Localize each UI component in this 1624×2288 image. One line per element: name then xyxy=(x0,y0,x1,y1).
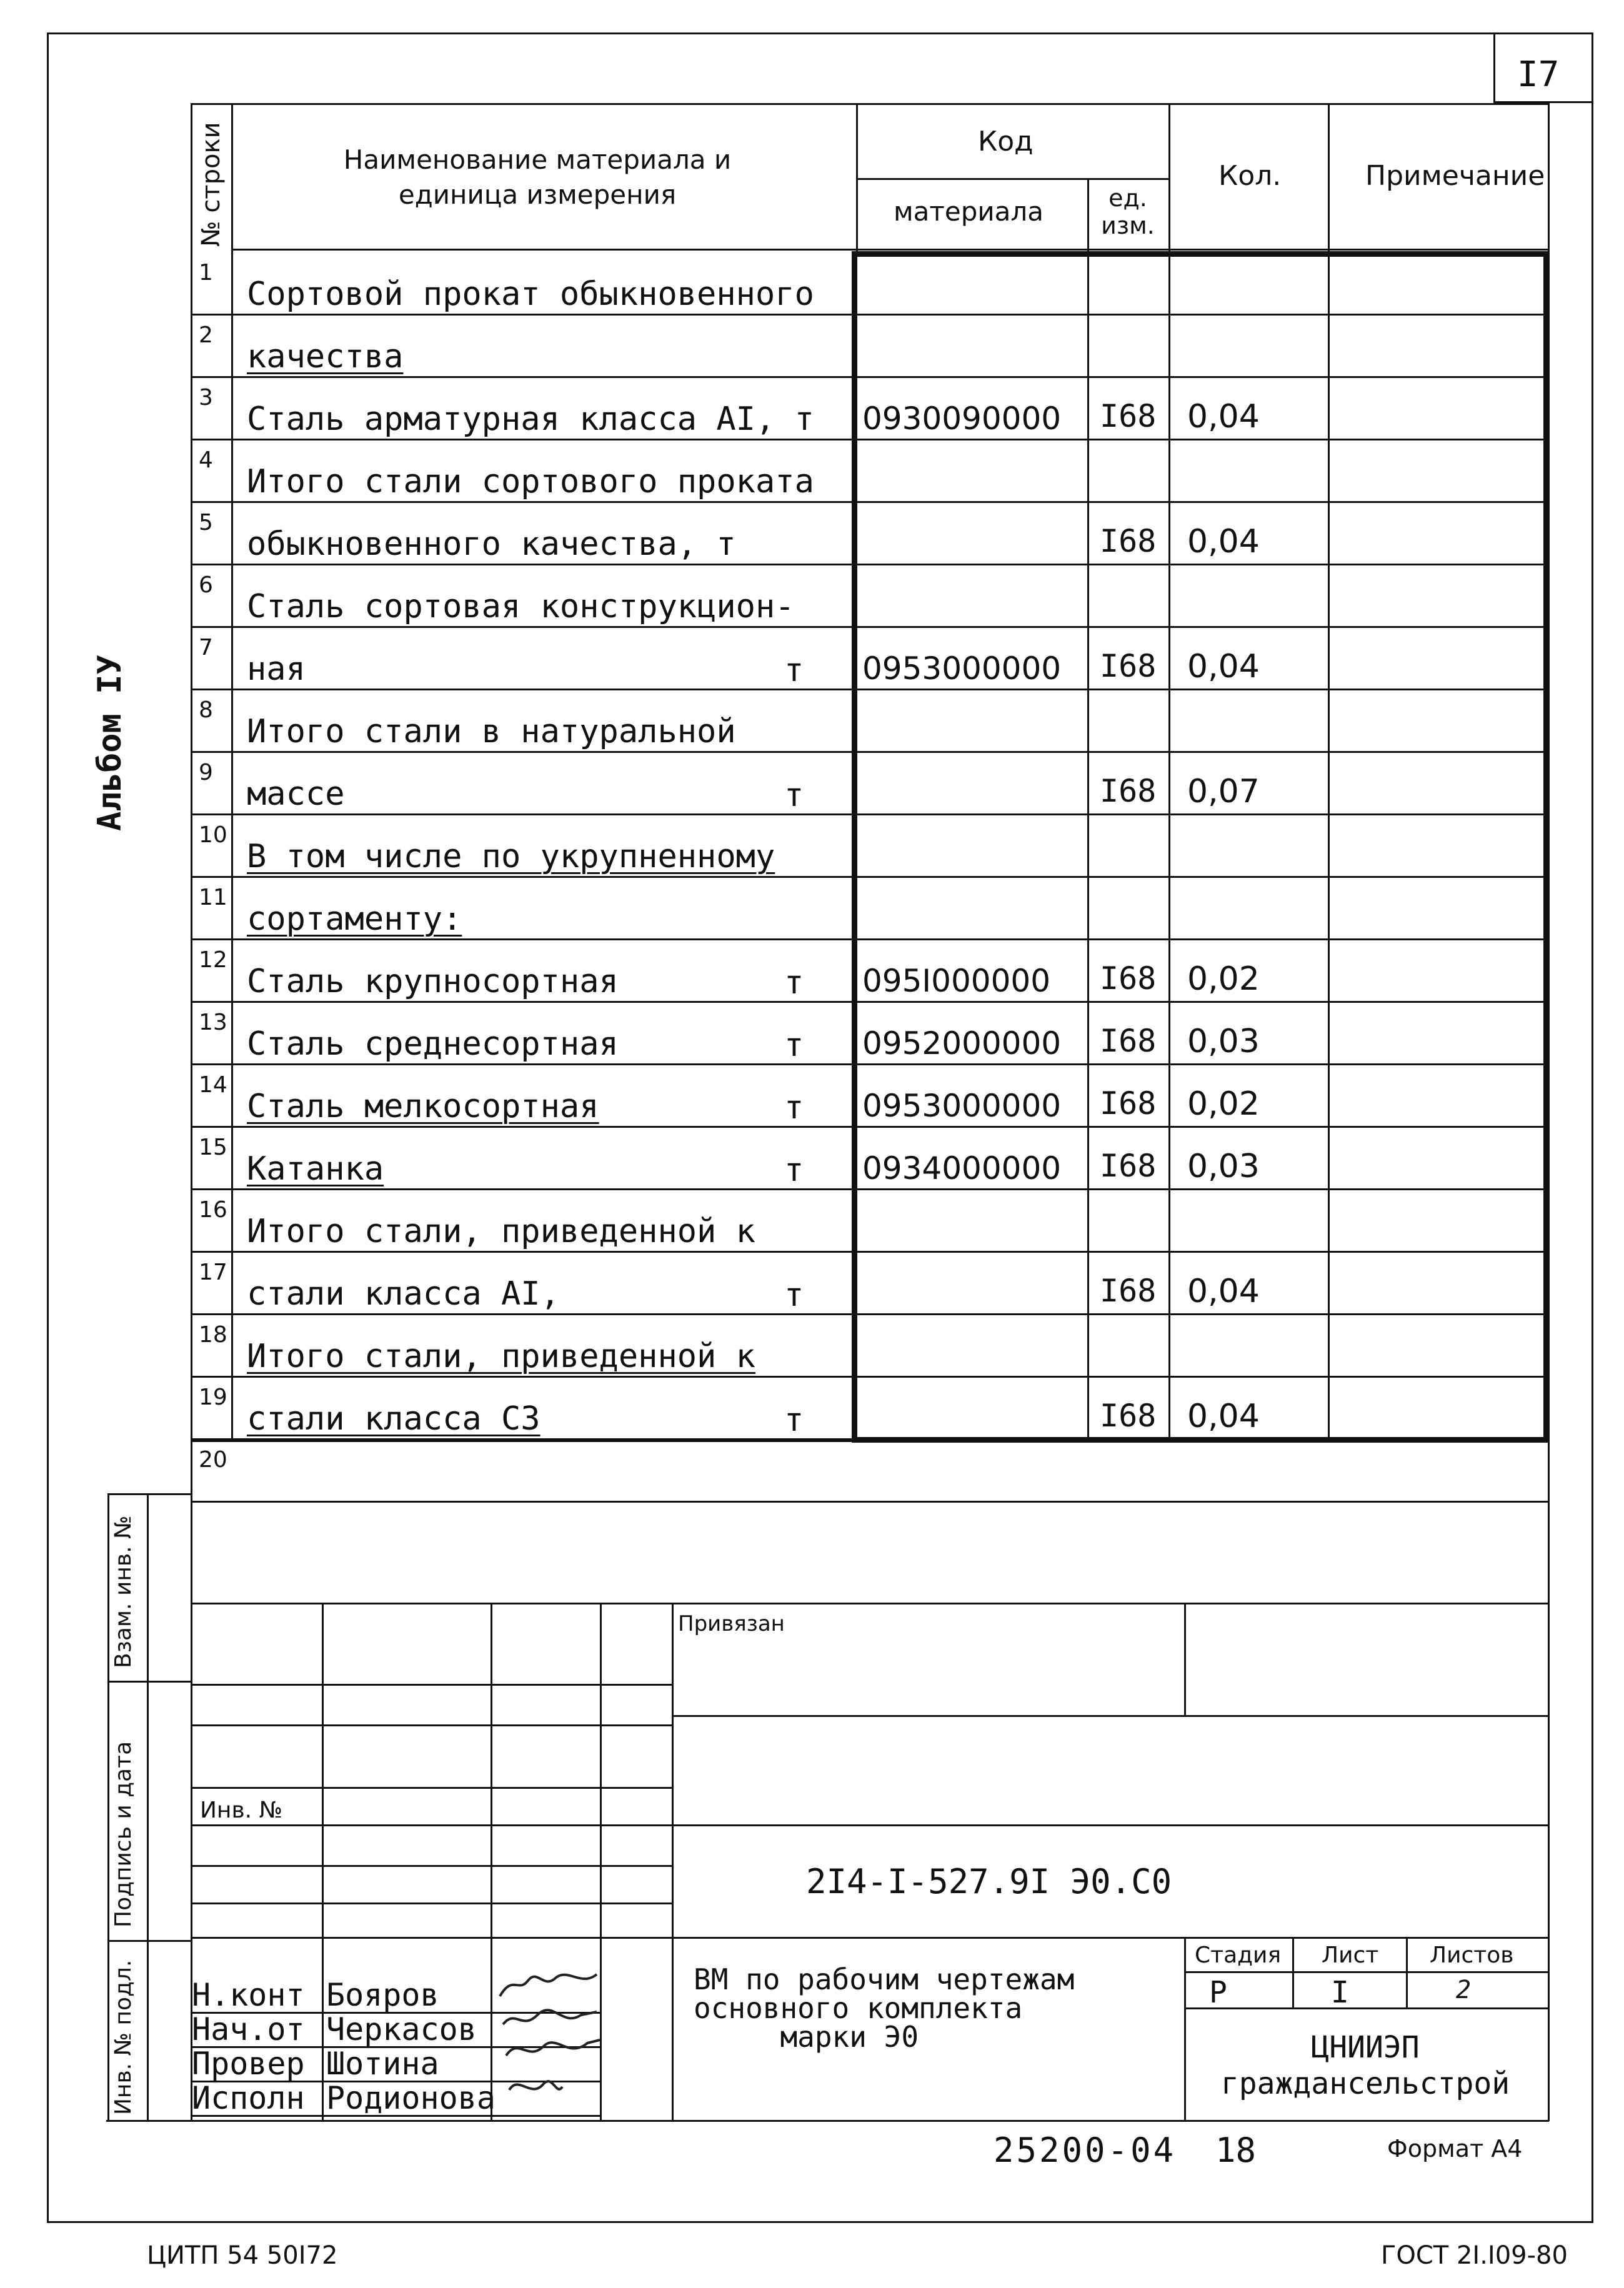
stamp-privyazan: Привязан xyxy=(678,1611,785,1636)
format-label: Формат А4 xyxy=(1387,2135,1523,2162)
archive-sheet: 18 xyxy=(1215,2131,1257,2170)
stamp-row-10 xyxy=(1184,2007,1548,2009)
stamp-role: Нач.от xyxy=(192,2011,305,2047)
row-number: 17 xyxy=(199,1260,227,1285)
code-col-right-thick xyxy=(1543,253,1549,1440)
row-number: 3 xyxy=(199,385,213,410)
material-unit-word: т xyxy=(784,1151,804,1189)
material-name: Сталь арматурная класса АI, т xyxy=(247,400,814,438)
stamp-row-5 xyxy=(191,1824,1549,1826)
stamp-row-9 xyxy=(1184,1971,1548,1973)
table-bottom-line xyxy=(191,1440,1549,1442)
material-name: Сортовой прокат обыкновенного xyxy=(247,276,814,313)
signatures xyxy=(494,1962,606,2124)
material-unit-word: т xyxy=(784,1027,804,1064)
unit-code: I68 xyxy=(1100,960,1157,997)
row-line xyxy=(191,1376,1549,1378)
stamp-col-2 xyxy=(491,1603,492,2120)
header-note-divider xyxy=(1328,103,1330,253)
unit-code: I68 xyxy=(1100,1273,1157,1309)
header-note: Примечание xyxy=(1365,160,1545,192)
header-bottom xyxy=(231,249,1548,251)
material-code: 0930090000 xyxy=(862,400,1062,437)
header-code-material: материала xyxy=(894,196,1044,227)
code-col-left-thick xyxy=(852,253,857,1440)
header-code: Код xyxy=(978,126,1034,157)
page-number: I7 xyxy=(1517,54,1560,95)
row-number: 13 xyxy=(199,1010,227,1035)
material-unit-word: т xyxy=(784,1276,804,1314)
row-line xyxy=(191,876,1549,878)
row-line xyxy=(191,813,1549,815)
quantity: 0,03 xyxy=(1187,1148,1260,1185)
material-name: массе xyxy=(247,775,345,813)
quantity: 0,04 xyxy=(1187,648,1260,685)
row-number: 16 xyxy=(199,1197,227,1223)
stamp-sheets: 2 xyxy=(1456,1976,1472,2004)
stamp-sheet: I xyxy=(1331,1975,1349,2010)
row-number: 4 xyxy=(199,447,213,473)
stamp-stage-label: Стадия xyxy=(1195,1942,1282,1968)
row-line xyxy=(191,1251,1549,1253)
row-line xyxy=(191,751,1549,753)
album-label: Альбом IУ xyxy=(91,655,129,831)
row-line xyxy=(191,1188,1549,1190)
material-name: ная xyxy=(247,650,306,688)
page-box-left xyxy=(1493,32,1495,102)
material-name: Катанка xyxy=(247,1150,384,1188)
unit-code: I68 xyxy=(1100,1398,1157,1434)
stamp-title: ВМ по рабочим чертежам основного комплекта марки Э0 xyxy=(694,1962,1075,2054)
stamp-stage: Р xyxy=(1209,1975,1227,2010)
frame-top xyxy=(47,32,1593,34)
header-material-name: Наименование материала и единица измерения xyxy=(343,144,732,210)
side-label-vzam: Взам. инв. № xyxy=(111,1515,136,1668)
row-line xyxy=(191,501,1549,503)
row-line xyxy=(191,314,1549,316)
unit-code: I68 xyxy=(1100,773,1157,809)
row-line xyxy=(191,439,1549,440)
quantity: 0,04 xyxy=(1187,398,1260,435)
material-code: 0953000000 xyxy=(862,1088,1062,1124)
material-name: Итого стали, приведенной к xyxy=(247,1338,755,1375)
material-name: Сталь среднесортная xyxy=(247,1025,619,1063)
row-number: 7 xyxy=(199,635,213,660)
stamp-col-5 xyxy=(1184,1603,1186,1715)
material-name: сортаменту: xyxy=(247,900,462,938)
material-unit-word: т xyxy=(784,777,804,814)
header-qty: Кол. xyxy=(1218,160,1282,192)
side-strip-left xyxy=(107,1493,109,2121)
row-number: 15 xyxy=(199,1135,227,1160)
row-line xyxy=(191,376,1549,378)
material-name: Итого стали сортового проката xyxy=(247,463,814,500)
stamp-row-8 xyxy=(191,1937,1549,1939)
side-strip-top xyxy=(107,1493,192,1495)
stamp-col-6 xyxy=(1184,1937,1186,2120)
header-row-number: № строки xyxy=(197,122,226,247)
quantity: 0,02 xyxy=(1187,960,1260,998)
table-left-border xyxy=(191,103,192,2121)
material-unit-word: т xyxy=(784,964,804,1002)
side-strip-div2 xyxy=(107,1940,192,1942)
material-name: Сталь крупносортная xyxy=(247,963,619,1000)
row-line xyxy=(191,564,1549,565)
side-label-podpis: Подпись и дата xyxy=(111,1741,136,1927)
row-number: 5 xyxy=(199,510,213,535)
quantity: 0,04 xyxy=(1187,1273,1260,1310)
stamp-role: Исполн xyxy=(192,2080,305,2116)
row-number: 9 xyxy=(199,760,213,785)
row-line xyxy=(191,689,1549,690)
stamp-col-7 xyxy=(1292,1937,1294,2007)
stamp-person-name: Черкасов xyxy=(326,2011,477,2047)
stamp-bottom xyxy=(106,2120,1549,2122)
row-number: 19 xyxy=(199,1385,227,1410)
unit-code: I68 xyxy=(1100,648,1157,684)
material-code: 0953000000 xyxy=(862,650,1062,687)
unit-code: I68 xyxy=(1100,1023,1157,1059)
table-top-border xyxy=(191,103,1549,105)
stamp-inv-no: Инв. № xyxy=(200,1798,283,1823)
material-unit-word: т xyxy=(784,652,804,689)
row-line xyxy=(191,626,1549,628)
material-name: Итого стали, приведенной к xyxy=(247,1213,755,1250)
archive-number: 25200-04 xyxy=(994,2131,1177,2170)
material-name: Сталь мелкосортная xyxy=(247,1088,599,1125)
stamp-organization: ЦНИИЭП граждансельстрой xyxy=(1220,2030,1510,2101)
material-name: качества xyxy=(247,338,404,376)
stamp-role: Провер xyxy=(192,2046,305,2082)
stamp-person-name: Шотина xyxy=(326,2046,439,2082)
row-number: 12 xyxy=(199,947,227,973)
material-code: 095I000000 xyxy=(862,963,1051,999)
material-unit-word: т xyxy=(784,1089,804,1127)
quantity: 0,04 xyxy=(1187,1398,1260,1435)
row-number: 2 xyxy=(199,322,213,348)
stamp-person-name: Родионова xyxy=(326,2080,496,2116)
row-number: 8 xyxy=(199,697,213,723)
header-code-unit-divider xyxy=(1087,178,1089,253)
frame-bottom xyxy=(47,2221,1593,2223)
stamp-col-8 xyxy=(1406,1937,1408,2007)
row-line xyxy=(191,1001,1549,1003)
material-name: обыкновенного качества, т xyxy=(247,525,736,563)
stamp-doc-code: 2I4-I-527.9I Э0.С0 xyxy=(806,1862,1172,1901)
header-qty-divider xyxy=(1168,103,1170,253)
material-name: В том числе по укрупненному xyxy=(247,838,775,875)
gost-label: ГОСТ 2I.I09-80 xyxy=(1381,2241,1568,2270)
stamp-col-4 xyxy=(672,1603,674,2120)
stamp-col-1 xyxy=(322,1603,324,2120)
qty-col-divider xyxy=(1168,253,1170,1440)
material-code: 0934000000 xyxy=(862,1150,1062,1186)
row-number: 1 xyxy=(199,260,213,286)
code-region-top-thick xyxy=(852,251,1549,257)
row-line xyxy=(191,1501,1549,1503)
row-line xyxy=(191,938,1549,940)
material-name: Сталь сортовая конструкцион- xyxy=(247,588,795,625)
material-name: стали класса С3 xyxy=(247,1400,541,1438)
header-code-unit: ед. изм. xyxy=(1101,184,1155,239)
ctp-label: ЦИТП 54 50I72 xyxy=(147,2241,338,2270)
quantity: 0,07 xyxy=(1187,773,1260,810)
material-unit-word: т xyxy=(784,1401,804,1439)
stamp-role: Н.конт xyxy=(192,1977,305,2013)
row-number: 18 xyxy=(199,1322,227,1348)
side-label-inv-podl: Инв. № подл. xyxy=(111,1959,136,2115)
row-number: 6 xyxy=(199,572,213,598)
quantity: 0,02 xyxy=(1187,1085,1260,1123)
material-code: 0952000000 xyxy=(862,1025,1062,1062)
header-rowno-divider xyxy=(231,103,233,1440)
frame-right xyxy=(1592,32,1593,2221)
row-line xyxy=(191,1063,1549,1065)
side-strip-div1 xyxy=(107,1681,192,1683)
material-name: стали класса АI, xyxy=(247,1275,560,1313)
row-number: 11 xyxy=(199,885,227,910)
stamp-person-name: Бояров xyxy=(326,1977,439,2013)
row-line xyxy=(191,1313,1549,1315)
header-code-split xyxy=(856,178,1168,180)
row-number: 10 xyxy=(199,822,227,848)
row-line xyxy=(191,1126,1549,1128)
stamp-row-2 xyxy=(672,1715,1548,1717)
material-name: Итого стали в натуральной xyxy=(247,713,736,750)
unit-code: I68 xyxy=(1100,523,1157,559)
stamp-sheets-label: Листов xyxy=(1430,1942,1514,1968)
stamp-top xyxy=(191,1603,1549,1604)
row-number: 14 xyxy=(199,1072,227,1098)
quantity: 0,04 xyxy=(1187,523,1260,560)
row-number: 20 xyxy=(199,1447,227,1473)
quantity: 0,03 xyxy=(1187,1023,1260,1060)
unit-code: I68 xyxy=(1100,1085,1157,1122)
unit-col-divider xyxy=(1087,253,1089,1440)
side-strip-inner xyxy=(147,1493,149,2121)
stamp-sheet-label: Лист xyxy=(1322,1942,1379,1968)
note-col-divider xyxy=(1328,253,1330,1440)
frame-left xyxy=(47,32,49,2221)
unit-code: I68 xyxy=(1100,1148,1157,1184)
unit-code: I68 xyxy=(1100,398,1157,434)
